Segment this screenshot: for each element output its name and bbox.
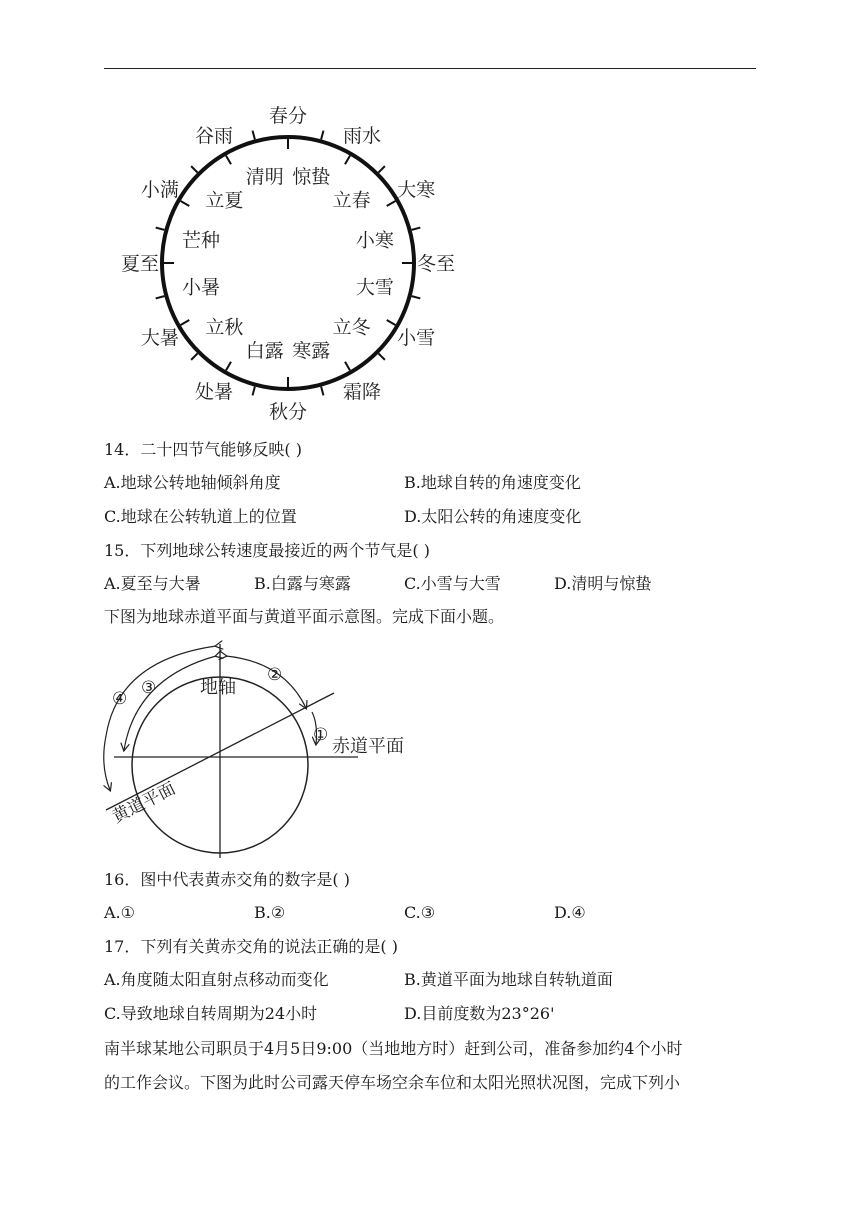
arrow-2 xyxy=(226,656,306,708)
solar-terms-ring xyxy=(100,100,480,430)
q16-stem: 16．图中代表黄赤交角的数字是( ) xyxy=(104,870,350,889)
marker-2: ② xyxy=(267,665,283,685)
ring-tick-outer xyxy=(226,156,231,165)
ring-tick-inner xyxy=(412,228,421,230)
ring-tick-inner xyxy=(253,131,255,140)
q17-option-c[interactable]: C.导致地球自转周期为24小时 xyxy=(104,1004,318,1023)
axis-label: 地轴 xyxy=(200,677,236,698)
ring-tick-outer xyxy=(181,320,190,325)
q16-option-a[interactable]: A.① xyxy=(104,903,135,922)
ring-circle xyxy=(162,137,414,389)
q15-stem: 15．下列地球公转速度最接近的两个节气是( ) xyxy=(104,541,430,560)
term-label-outer: 小雪 xyxy=(397,327,436,349)
solar-terms-diagram xyxy=(100,100,480,430)
term-label-inner: 白露 xyxy=(245,339,284,362)
term-label-inner: 清明 xyxy=(245,166,284,189)
q16-option-b[interactable]: B.② xyxy=(254,903,286,922)
ring-tick-outer xyxy=(387,201,396,206)
q15-option-d[interactable]: D.清明与惊蛰 xyxy=(554,574,652,593)
term-label-outer: 夏至 xyxy=(120,253,160,275)
q14-option-a[interactable]: A.地球公转地轴倾斜角度 xyxy=(104,473,281,492)
term-label-inner: 立冬 xyxy=(332,316,371,339)
ring-tick-inner xyxy=(156,228,165,230)
q17-option-b[interactable]: B.黄道平面为地球自转轨道面 xyxy=(404,970,613,989)
term-label-outer: 雨水 xyxy=(342,124,382,147)
term-label-outer: 春分 xyxy=(268,105,308,127)
q16-option-d[interactable]: D.④ xyxy=(554,903,586,922)
arrow-3 xyxy=(124,656,216,750)
term-label-inner: 立秋 xyxy=(205,316,244,339)
q17-option-d[interactable]: D.目前度数为23°26' xyxy=(404,1004,555,1023)
ring-tick-inner xyxy=(191,354,197,360)
marker-4: ④ xyxy=(112,689,128,709)
q15-option-c[interactable]: C.小雪与大雪 xyxy=(404,574,501,593)
header-rule xyxy=(104,68,756,69)
term-label-outer: 冬至 xyxy=(416,253,456,275)
arrow-4 xyxy=(104,646,216,790)
term-label-outer: 秋分 xyxy=(268,401,308,423)
term-label-outer: 处暑 xyxy=(194,381,234,404)
ring-tick-inner xyxy=(321,387,323,396)
ring-tick-inner xyxy=(379,166,385,172)
q15-option-a[interactable]: A.夏至与大暑 xyxy=(104,574,201,593)
ring-tick-inner xyxy=(156,296,165,298)
passage-line-2: 的工作会议。下图为此时公司露天停车场空余车位和太阳光照状况图，完成下列小 xyxy=(104,1073,681,1092)
term-label-inner: 大雪 xyxy=(355,276,394,299)
ring-tick-inner xyxy=(321,131,323,140)
term-label-inner: 立夏 xyxy=(205,189,244,212)
ring-tick-inner xyxy=(379,354,385,360)
q17-option-a[interactable]: A.角度随太阳直射点移动而变化 xyxy=(104,970,329,989)
term-label-inner: 寒露 xyxy=(292,339,331,362)
term-label-outer: 小满 xyxy=(140,179,179,201)
q15-option-b[interactable]: B.白露与寒露 xyxy=(254,574,351,593)
q14-stem: 14．二十四节气能够反映( ) xyxy=(104,440,302,459)
marker-1: ① xyxy=(313,725,329,745)
plane-diagram xyxy=(96,640,426,865)
ring-tick-inner xyxy=(412,296,421,298)
term-label-outer: 大暑 xyxy=(140,327,179,349)
term-label-outer: 大寒 xyxy=(397,179,436,201)
ring-tick-outer xyxy=(387,320,396,325)
term-label-outer: 霜降 xyxy=(342,381,382,404)
q17-stem: 17．下列有关黄赤交角的说法正确的是( ) xyxy=(104,937,398,956)
q14-option-d[interactable]: D.太阳公转的角速度变化 xyxy=(404,507,582,526)
ring-tick-outer xyxy=(226,362,231,371)
term-label-inner: 小暑 xyxy=(182,276,221,299)
term-label-inner: 立春 xyxy=(332,189,371,212)
plane-svg xyxy=(96,640,426,865)
q14-option-b[interactable]: B.地球自转的角速度变化 xyxy=(404,473,581,492)
ring-tick-inner xyxy=(253,387,255,396)
marker-3: ③ xyxy=(141,678,157,698)
term-label-inner: 芒种 xyxy=(182,229,221,252)
equator-label: 赤道平面 xyxy=(332,736,404,757)
term-label-outer: 谷雨 xyxy=(194,124,234,147)
passage-line-1: 南半球某地公司职员于4月5日9:00（当地地方时）赶到公司，准备参加约4个小时 xyxy=(104,1039,683,1058)
q14-option-c[interactable]: C.地球在公转轨道上的位置 xyxy=(104,507,297,526)
ring-tick-outer xyxy=(345,362,350,371)
term-label-inner: 惊蛰 xyxy=(292,166,331,189)
intro-figure-2: 下图为地球赤道平面与黄道平面示意图。完成下面小题。 xyxy=(104,607,505,626)
ring-tick-inner xyxy=(191,166,197,172)
term-label-inner: 小寒 xyxy=(355,229,394,252)
q16-option-c[interactable]: C.③ xyxy=(404,903,436,922)
ecliptic-label: 黄道平面 xyxy=(109,778,179,828)
ring-tick-outer xyxy=(345,156,350,165)
ring-tick-outer xyxy=(181,201,190,206)
